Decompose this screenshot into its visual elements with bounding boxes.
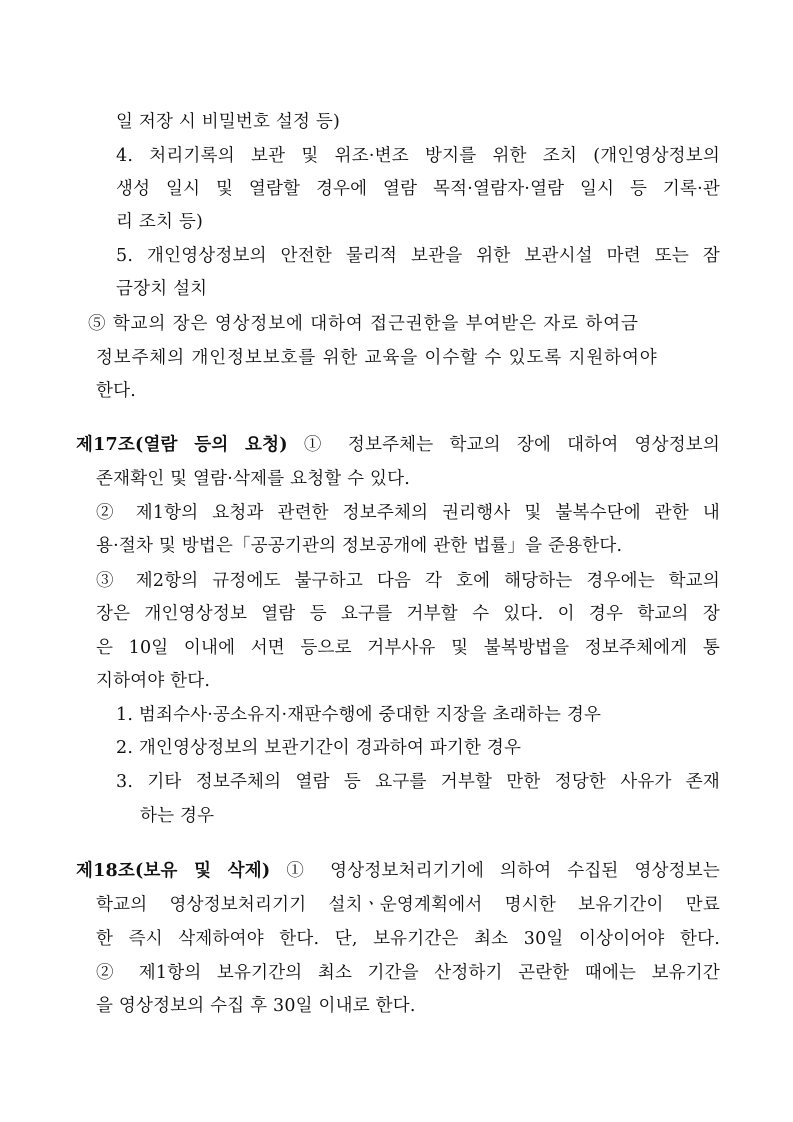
article-17-para-2-line: ② 제1항의 요청과 관련한 정보주체의 권리행사 및 불복수단에 관한 내 xyxy=(96,503,720,523)
list-item-4-line: 4. 처리기록의 보관 및 위조·변조 방지를 위한 조치 (개인영상정보의 xyxy=(116,146,720,166)
article-17-para-2-line: 용·절차 및 방법은「공공기관의 정보공개에 관한 법률」을 준용한다. xyxy=(96,536,623,556)
paragraph-5-line: ⑤ 학교의 장은 영상정보에 대하여 접근권한을 부여받은 자로 하여금 xyxy=(88,314,639,334)
article-18-para-2-line: ② 제1항의 보유기간의 최소 기간을 산정하기 곤란한 때에는 보유기간 xyxy=(96,963,720,983)
article-17-para-3-line: 지하여야 한다. xyxy=(96,671,211,691)
article-17-para-1-line: 존재확인 및 열람·삭제를 요청할 수 있다. xyxy=(96,469,411,489)
article-17-item-3: 3. 기타 정보주체의 열람 등 요구를 거부할 만한 정당한 사유가 존재 xyxy=(116,772,720,792)
article-18-first-line xyxy=(76,860,720,882)
list-item-4-line: 생성 일시 및 열람할 경우에 열람 목적·열람자·열람 일시 등 기록·관 xyxy=(116,179,720,199)
article-17-para-3-line: 은 10일 이내에 서면 등으로 거부사유 및 불복방법을 정보주체에게 통 xyxy=(96,638,720,658)
text-line: 일 저장 시 비밀번호 설정 등) xyxy=(116,112,340,132)
article-17-item-2: 2. 개인영상정보의 보관기간이 경과하여 파기한 경우 xyxy=(116,738,522,758)
paragraph-5-line: 한다. xyxy=(96,381,136,401)
article-17-para-1-start: ① 정보주체는 학교의 장에 대하여 영상정보의 xyxy=(303,435,721,455)
article-17-item-3-cont: 하는 경우 xyxy=(140,806,215,826)
article-18-heading: 제18조(보유 및 삭제) xyxy=(76,861,271,881)
list-item-4-line: 리 조치 등) xyxy=(116,212,203,232)
article-17-para-3-line: ③ 제2항의 규정에도 불구하고 다음 각 호에 해당하는 경우에는 학교의 xyxy=(96,571,720,591)
article-18-para-1-line: 한 즉시 삭제하여야 한다. 단, 보유기간은 최소 30일 이상이어야 한다. xyxy=(96,929,720,949)
article-17-first-line xyxy=(76,434,720,456)
article-18-para-1-start: ① 영상정보처리기기에 의하여 수집된 영상정보는 xyxy=(286,861,720,881)
article-18-para-2-line: 을 영상정보의 수집 후 30일 이내로 한다. xyxy=(96,996,416,1016)
article-17-para-3-line: 장은 개인영상정보 열람 등 요구를 거부할 수 있다. 이 경우 학교의 장 xyxy=(96,604,720,624)
article-18-para-1-line: 학교의 영상정보처리기기 설치ㆍ운영계획에서 명시한 보유기간이 만료 xyxy=(96,895,720,915)
article-17-item-1: 1. 범죄수사·공소유지·재판수행에 중대한 지장을 초래하는 경우 xyxy=(116,705,602,725)
article-17-heading: 제17조(열람 등의 요청) xyxy=(76,435,288,455)
list-item-5-line: 금장치 설치 xyxy=(116,279,208,299)
list-item-5-line: 5. 개인영상정보의 안전한 물리적 보관을 위한 보관시설 마련 또는 잠 xyxy=(116,246,720,266)
paragraph-5-line: 정보주체의 개인정보보호를 위한 교육을 이수할 수 있도록 지원하여야 xyxy=(96,348,658,368)
